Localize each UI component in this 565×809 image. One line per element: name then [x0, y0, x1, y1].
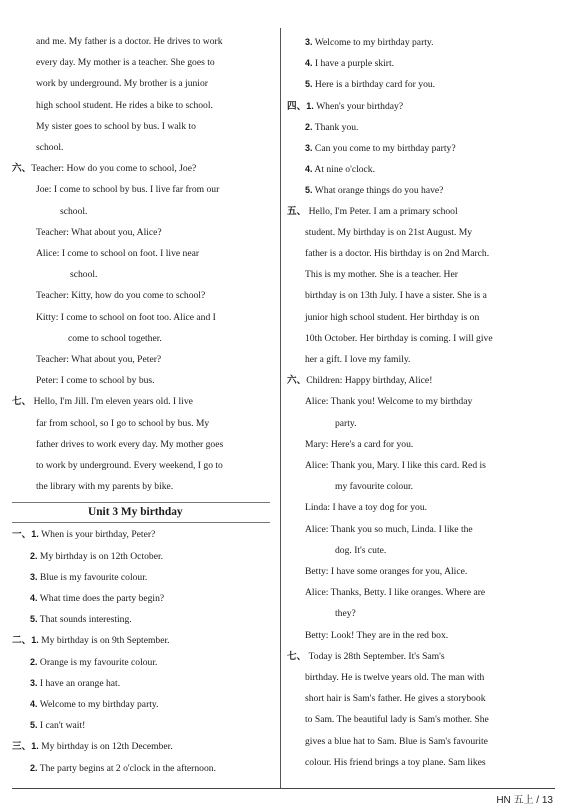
text-line: [287, 206, 458, 218]
line-text: Teacher: What about you, Alice?: [36, 226, 162, 238]
text-line: [305, 78, 435, 91]
line-text: Linda: I have a toy dog for you.: [305, 502, 428, 514]
line-text: work by underground. My brother is a junior: [36, 78, 208, 90]
item-number: 1.: [31, 741, 39, 752]
line-text: student. My birthday is on 21st August. My: [305, 226, 473, 238]
item-number: 4.: [30, 593, 38, 603]
text-line: [305, 354, 410, 366]
line-text: This is my mother. She is a teacher. Her: [305, 269, 458, 281]
line-text: high school student. He rides a bike to school.: [36, 99, 213, 111]
line-text: come to school together.: [68, 332, 162, 344]
section-marker: 二、: [12, 635, 32, 647]
line-text: Peter: I come to school by bus.: [36, 375, 155, 387]
text-line: [36, 121, 196, 133]
text-line: [305, 524, 473, 536]
text-line: [335, 481, 413, 493]
line-text: Orange is my favourite colour.: [37, 656, 158, 668]
line-text: far from school, so I go to school by bus. My: [36, 417, 210, 429]
item-number: 4.: [305, 58, 313, 69]
text-line: [36, 375, 155, 387]
line-text: Teacher: What about you, Peter?: [36, 354, 162, 365]
text-line: [36, 248, 199, 260]
section-marker: 一、: [12, 529, 32, 541]
item-number: 1.: [31, 529, 39, 540]
line-text: My birthday is on 12th October.: [37, 550, 164, 562]
line-text: Hello, I'm Jill. I'm eleven years old. I live: [31, 396, 193, 408]
text-line: [305, 333, 493, 345]
text-line: [60, 206, 87, 218]
line-text: Blue is my favourite colour.: [37, 571, 148, 583]
line-text: school.: [36, 142, 64, 153]
text-line: [36, 312, 216, 324]
item-number: 4.: [305, 164, 313, 175]
text-line: [305, 36, 434, 49]
line-text: I have an orange hat.: [37, 677, 121, 689]
text-line: [12, 634, 170, 647]
text-line: [12, 740, 173, 753]
text-line: [305, 672, 484, 684]
text-line: [70, 269, 97, 281]
text-line: [30, 656, 157, 669]
text-line: [305, 630, 448, 642]
line-text: Alice: Thank you! Welcome to my birthday: [305, 396, 473, 408]
text-line: [30, 677, 120, 690]
line-text: they?: [335, 608, 356, 620]
line-text: Mary: Here's a card for you.: [305, 438, 414, 450]
line-text: junior high school student. Her birthday is on: [305, 311, 480, 323]
text-line: [30, 592, 164, 605]
line-text: school.: [60, 205, 88, 217]
text-line: [36, 481, 173, 493]
item-number: 5.: [305, 79, 313, 90]
line-text: Alice: I come to school on foot. I live near: [36, 248, 200, 259]
line-text: birthday. He is twelve years old. The man with: [305, 672, 485, 683]
section-marker: 五、: [287, 205, 307, 217]
item-number: 5.: [30, 614, 38, 625]
line-text: My sister goes to school by bus. I walk to: [36, 120, 196, 132]
line-text: What orange things do you have?: [312, 185, 444, 197]
text-line: [305, 227, 472, 239]
page-footer: HN 五上 / 13: [496, 795, 553, 806]
item-number: 1.: [306, 100, 314, 111]
item-number: 2.: [30, 762, 38, 773]
line-text: Betty: Look! They are in the red box.: [305, 629, 449, 641]
text-line: [30, 571, 147, 584]
text-line: [36, 418, 209, 430]
line-text: Teacher: Kitty, how do you come to school?: [36, 290, 206, 302]
line-text: dog. It's cute.: [335, 544, 387, 556]
section-marker: 七、: [287, 650, 307, 662]
text-line: [305, 142, 456, 155]
line-text: Thank you.: [312, 121, 359, 133]
item-number: 5.: [30, 720, 38, 731]
text-line: [36, 227, 162, 239]
text-line: [12, 396, 193, 408]
text-line: [36, 100, 213, 112]
text-line: [287, 100, 403, 113]
text-line: [36, 184, 219, 196]
text-line: [36, 354, 161, 366]
line-text: and me. My father is a doctor. He drives to work: [36, 36, 223, 47]
line-text: Welcome to my birthday party.: [312, 37, 434, 48]
line-text: At nine o'clock.: [312, 164, 375, 176]
line-text: Alice: Thank you, Mary. I like this card. Red is: [305, 460, 486, 471]
text-line: [68, 333, 162, 345]
text-line: [305, 184, 443, 197]
section-marker: 七、: [12, 396, 32, 408]
text-line: [36, 439, 223, 451]
text-line: [335, 545, 386, 557]
text-line: [305, 566, 467, 578]
item-number: 5.: [305, 185, 313, 196]
text-line: [36, 57, 215, 69]
text-line: [305, 502, 427, 514]
text-line: [305, 714, 489, 726]
line-text: colour. His friend brings a toy plane. Sam likes: [305, 756, 486, 768]
text-line: [36, 78, 208, 90]
text-line: [287, 375, 432, 387]
line-text: Can you come to my birthday party?: [312, 143, 456, 154]
text-line: [36, 460, 223, 472]
section-marker: 六、: [12, 163, 32, 175]
text-line: [12, 163, 196, 175]
line-text: to Sam. The beautiful lady is Sam's mother. She: [305, 714, 489, 726]
line-text: Kitty: I come to school on foot too. Alice and I: [36, 311, 216, 323]
text-line: [305, 587, 485, 599]
line-text: party.: [335, 417, 357, 429]
text-line: [305, 290, 487, 302]
text-line: [305, 269, 458, 281]
line-text: every day. My mother is a teacher. She goes to: [36, 57, 215, 69]
item-number: 4.: [30, 699, 38, 709]
item-number: 3.: [30, 571, 38, 582]
line-text: That sounds interesting.: [37, 614, 132, 626]
text-line: [30, 613, 132, 626]
line-text: Hello, I'm Peter. I am a primary school: [306, 205, 458, 217]
text-line: [305, 460, 486, 472]
text-line: [305, 736, 488, 748]
item-number: 1.: [31, 635, 39, 646]
line-text: school.: [70, 269, 98, 281]
text-line: [335, 418, 357, 430]
text-line: [36, 142, 63, 154]
text-line: [30, 550, 163, 563]
text-line: [305, 57, 394, 70]
line-text: my favourite colour.: [335, 481, 414, 493]
line-text: Joe: I come to school by bus. I live far from our: [36, 184, 220, 196]
text-line: [36, 290, 205, 302]
line-text: When's your birthday?: [313, 100, 404, 112]
bottom-rule: [12, 788, 555, 789]
text-line: [305, 396, 472, 408]
line-text: Alice: Thanks, Betty. I like oranges. Where are: [305, 587, 486, 599]
text-line: [305, 312, 479, 324]
line-text: Betty: I have some oranges for you, Alice.: [305, 566, 468, 577]
text-line: [305, 757, 486, 769]
line-text: Children: Happy birthday, Alice!: [306, 375, 433, 387]
item-number: 3.: [305, 37, 313, 47]
text-line: [30, 698, 159, 711]
section-marker: 四、: [287, 100, 307, 112]
text-line: [287, 651, 445, 663]
line-text: to work by underground. Every weekend, I go to: [36, 460, 223, 471]
line-text: Welcome to my birthday party.: [37, 699, 159, 710]
line-text: I can't wait!: [37, 720, 86, 732]
text-line: [305, 693, 486, 705]
text-line: [30, 762, 216, 775]
section-marker: 三、: [12, 741, 32, 753]
unit-rule-top: [12, 502, 270, 503]
item-number: 3.: [30, 677, 38, 688]
line-text: father is a doctor. His birthday is on 2nd March.: [305, 248, 490, 259]
line-text: My birthday is on 12th December.: [38, 741, 173, 753]
line-text: the library with my parents by bike.: [36, 481, 174, 493]
item-number: 2.: [30, 656, 38, 667]
text-line: [30, 719, 85, 732]
column-divider: [280, 28, 281, 788]
line-text: father drives to work every day. My mother goes: [36, 438, 224, 450]
item-number: 2.: [30, 550, 38, 561]
line-text: Teacher: How do you come to school, Joe?: [31, 163, 197, 175]
line-text: Alice: Thank you so much, Linda. I like the: [305, 523, 473, 535]
section-marker: 六、: [287, 375, 307, 387]
line-text: birthday is on 13th July. I have a sister. She is a: [305, 290, 487, 302]
item-number: 2.: [305, 121, 313, 132]
text-line: [305, 439, 413, 451]
line-text: I have a purple skirt.: [312, 58, 395, 70]
line-text: gives a blue hat to Sam. Blue is Sam's favourite: [305, 735, 488, 747]
line-text: The party begins at 2 o'clock in the afternoon.: [37, 762, 216, 774]
text-line: [305, 248, 489, 260]
line-text: her a gift. I love my family.: [305, 354, 411, 365]
text-line: [305, 163, 375, 176]
text-line: [305, 121, 358, 134]
line-text: Here is a birthday card for you.: [312, 79, 436, 91]
item-number: 3.: [305, 143, 313, 153]
text-line: [335, 608, 356, 620]
line-text: When is your birthday, Peter?: [38, 529, 156, 541]
unit-title: Unit 3 My birthday: [88, 506, 183, 519]
line-text: 10th October. Her birthday is coming. I will give: [305, 332, 493, 344]
line-text: What time does the party begin?: [37, 593, 165, 604]
text-line: [12, 528, 155, 541]
unit-rule-bottom: [12, 522, 270, 523]
text-line: [36, 36, 223, 48]
line-text: Today is 28th September. It's Sam's: [306, 650, 445, 662]
line-text: My birthday is on 9th September.: [38, 635, 170, 647]
line-text: short hair is Sam's father. He gives a storybook: [305, 693, 486, 705]
